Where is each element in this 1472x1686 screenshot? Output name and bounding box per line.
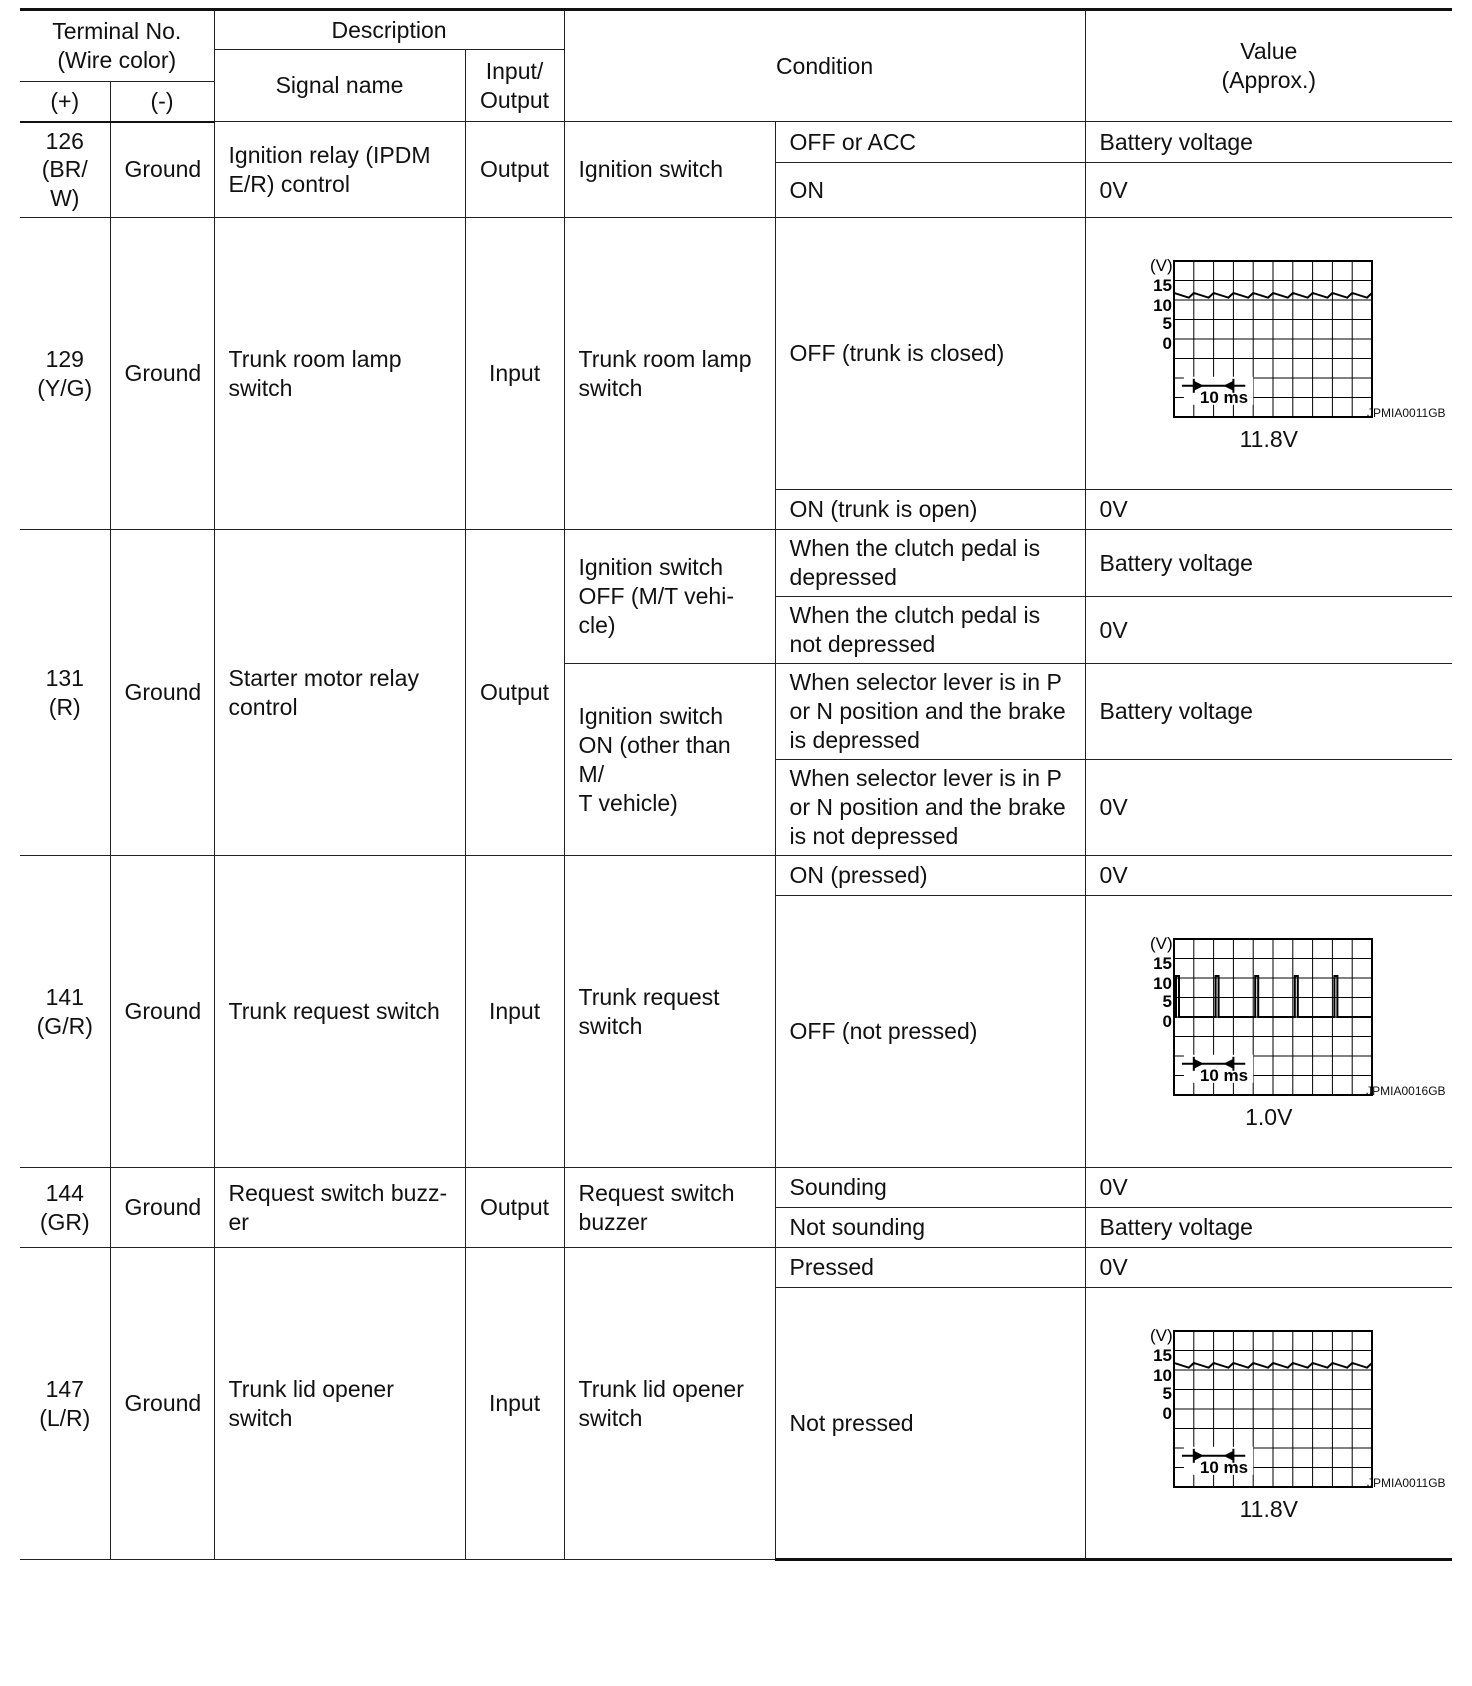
value-cell: 0V [1085,597,1452,664]
condition-main-cell: Ignition switch [564,122,775,218]
io-cell: Input [465,1248,564,1560]
condition-cell: OFF or ACC [775,122,1085,163]
waveform-figure [1100,1323,1446,1491]
terminal-cell: 141 (G/R) [20,856,110,1168]
condition-cell: When the clutch pedal is not depressed [775,597,1085,664]
condition-main-cell: Trunk lid opener switch [564,1248,775,1560]
waveform-tick-label: 15 [1152,276,1172,296]
ground-cell: Ground [110,856,214,1168]
signal-cell: Ignition relay (IPDM E/R) control [214,122,465,218]
waveform-tick-label: 5 [1162,992,1172,1012]
condition-cell: Sounding [775,1168,1085,1208]
waveform-figure [1100,931,1446,1099]
condition-cell: Not sounding [775,1208,1085,1248]
ground-cell: Ground [110,218,214,530]
condition-main-cell: Request switch buzzer [564,1168,775,1248]
value-cell [1085,218,1452,490]
value-cell [1085,1288,1452,1560]
terminal-cell: 131 (R) [20,530,110,856]
figure-code: JPMIA0016GB [1366,1084,1446,1099]
value-cell: Battery voltage [1085,664,1452,760]
condition-cell: Not pressed [775,1288,1085,1560]
condition-header: Condition [564,10,1085,122]
condition-cell: When the clutch pedal is depressed [775,530,1085,597]
condition-cell: OFF (trunk is closed) [775,218,1085,490]
waveform-tick-label: 5 [1162,314,1172,334]
description-header: Description [214,10,564,50]
waveform-chart [1140,931,1400,1099]
waveform-unit-label: (V) [1149,934,1173,954]
value-cell: 0V [1085,1248,1452,1288]
condition-main-cell: Ignition switch ON (other than M/ T vehicle) [564,664,775,856]
io-cell: Output [465,530,564,856]
waveform-chart [1140,253,1400,421]
terminal-cell: 129 (Y/G) [20,218,110,530]
value-cell: Battery voltage [1085,530,1452,597]
waveform-figure [1100,253,1446,421]
value-header: Value (Approx.) [1085,10,1452,122]
terminal-spec-table [20,8,1452,1561]
waveform-tick-label: 15 [1152,954,1172,974]
io-header: Input/ Output [465,50,564,122]
condition-cell: ON (trunk is open) [775,490,1085,530]
waveform-value: 11.8V [1239,426,1298,453]
value-cell: 0V [1085,490,1452,530]
signal-cell: Trunk lid opener switch [214,1248,465,1560]
waveform-unit-label: (V) [1149,256,1173,276]
terminal-cell: 147 (L/R) [20,1248,110,1560]
waveform-value: 1.0V [1245,1104,1293,1131]
signal-cell: Request switch buzz- er [214,1168,465,1248]
minus-header: (-) [110,82,214,122]
value-cell: 0V [1085,1168,1452,1208]
signal-cell: Starter motor relay control [214,530,465,856]
condition-main-cell: Trunk room lamp switch [564,218,775,530]
waveform-tick-label: 0 [1162,334,1172,354]
terminal-cell: 144 (GR) [20,1168,110,1248]
signal-name-header: Signal name [214,50,465,122]
condition-cell: OFF (not pressed) [775,896,1085,1168]
terminal-cell: 126 (BR/ W) [20,122,110,218]
condition-cell: ON (pressed) [775,856,1085,896]
time-scale-label: 10 ms [1199,1457,1248,1477]
terminal-header: Terminal No. (Wire color) [20,10,214,82]
ground-cell: Ground [110,1168,214,1248]
time-scale-label: 10 ms [1199,1066,1248,1086]
waveform-tick-label: 0 [1162,1012,1172,1032]
signal-cell: Trunk room lamp switch [214,218,465,530]
ground-cell: Ground [110,530,214,856]
ground-cell: Ground [110,122,214,218]
waveform-chart [1140,1323,1400,1491]
value-cell: 0V [1085,163,1452,218]
figure-code: JPMIA0011GB [1367,406,1446,421]
io-cell: Input [465,218,564,530]
io-cell: Input [465,856,564,1168]
condition-main-cell: Ignition switch OFF (M/T vehi- cle) [564,530,775,664]
table-header-row [20,10,1452,50]
waveform-tick-label: 0 [1162,1403,1172,1423]
value-cell: Battery voltage [1085,122,1452,163]
value-cell [1085,896,1452,1168]
table-row [20,1248,1452,1288]
waveform-tick-label: 10 [1152,974,1172,994]
table-row [20,122,1452,163]
value-cell: 0V [1085,856,1452,896]
table-row [20,530,1452,597]
io-cell: Output [465,122,564,218]
condition-cell: When selector lever is in P or N position and the brake is depressed [775,664,1085,760]
condition-main-cell: Trunk request switch [564,856,775,1168]
waveform-tick-label: 10 [1152,1365,1172,1385]
waveform-value: 11.8V [1239,1495,1298,1522]
condition-cell: When selector lever is in P or N position and the brake is not depressed [775,760,1085,856]
value-cell: Battery voltage [1085,1208,1452,1248]
table-row [20,218,1452,490]
waveform-tick-label: 15 [1152,1345,1172,1365]
waveform-tick-label: 5 [1162,1383,1172,1403]
waveform-unit-label: (V) [1149,1325,1173,1345]
waveform-tick-label: 10 [1152,296,1172,316]
plus-header: (+) [20,82,110,122]
condition-cell: ON [775,163,1085,218]
figure-code: JPMIA0011GB [1367,1475,1446,1490]
signal-cell: Trunk request switch [214,856,465,1168]
condition-cell: Pressed [775,1248,1085,1288]
time-scale-label: 10 ms [1199,388,1248,408]
table-row [20,1168,1452,1208]
value-cell: 0V [1085,760,1452,856]
io-cell: Output [465,1168,564,1248]
table-row [20,856,1452,896]
ground-cell: Ground [110,1248,214,1560]
